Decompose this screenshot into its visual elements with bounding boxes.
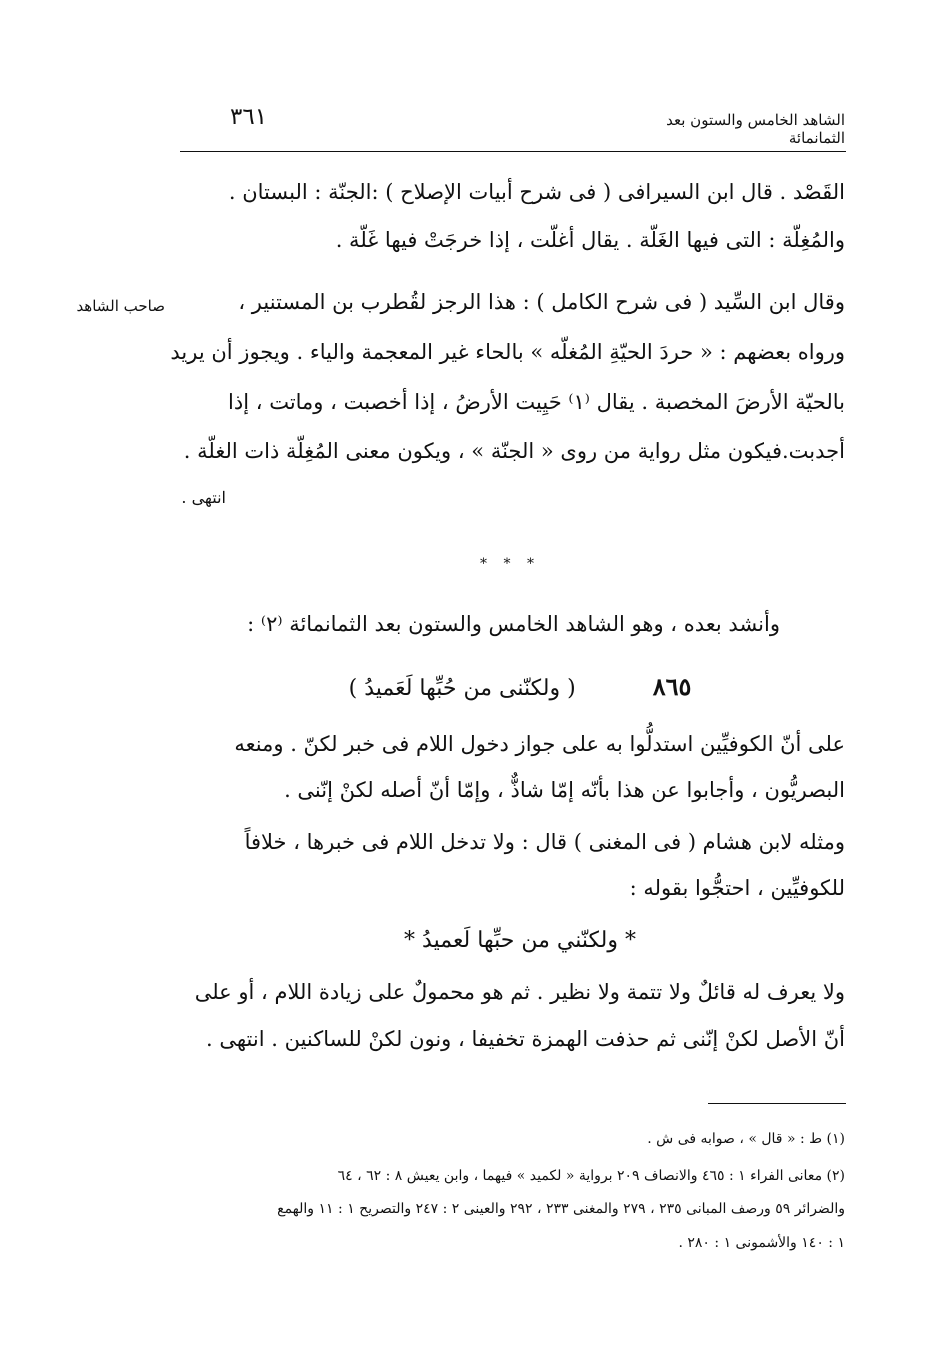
- text-line: أجدبت.فيكون مثل رواية من روى « الجنّة » ، ويكون معنى المُغِلّة ذات الغلّة .: [183, 439, 845, 463]
- running-header-title: الشاهد الخامس والستون بعد الثمانمائة: [666, 111, 845, 147]
- footnote-2-cont: ١ : ١٤٠ والأشمونى ١ : ٢٨٠ .: [678, 1235, 845, 1251]
- text-line: أنّ الأصل لكنْ إنّنى ثم حذفت الهمزة تخفيفا ، ونون لكنْ للساكنين . انتهى .: [206, 1027, 845, 1051]
- text-line: والمُغِلّة : التى فيها الغَلّة . يقال أغلّت ، إذا خرجَتْ فيها غَلّة .: [335, 228, 845, 252]
- text-line: ورواه بعضهم : « حردَ الحيّةِ المُغلّه » بالحاء غير المعجمة والياء . ويجوز أن يريد: [170, 340, 845, 364]
- footnote-1: (١) ط : « قال » ، صوابه فى ش .: [647, 1131, 845, 1147]
- header-rule: [180, 151, 846, 152]
- verse-line: [195, 672, 845, 701]
- verse-number: ٨٦٥: [652, 672, 692, 701]
- text-line: بالحيّة الأرضَ المخصبة . يقال ⁽١⁾ حَيِيت الأرضُ ، إذا أخصبت ، وماتت ، إذا: [228, 390, 845, 414]
- footnote-rule: [708, 1103, 846, 1104]
- text-line: للكوفيِّين ، احتجُّوا بقوله :: [629, 876, 845, 900]
- text-line: وقال ابن السِّيد ( فى شرح الكامل ) : هذا الرجز لقُطرب بن المستنير ،: [238, 290, 845, 314]
- text-line: على أنّ الكوفيِّين استدلُّوا به على جواز دخول اللام فى خبر لكنّ . ومنعه: [234, 732, 845, 756]
- text-line: ومثله لابن هشام ( فى المغنى ) قال : ولا تدخل اللام فى خبرها ، خلافاً: [244, 830, 845, 854]
- verse-text: ( ولكنّنى من حُبِّها لَعَميدُ ): [348, 676, 576, 701]
- section-separator: * * *: [480, 556, 540, 572]
- margin-note: صاحب الشاهد: [76, 297, 165, 315]
- page-number: ٣٦١: [230, 104, 268, 130]
- quoted-verse: * ولكنّني من حبِّها لَعميدُ *: [404, 928, 636, 953]
- text-line: ولا يعرف له قائلٌ ولا تتمة ولا نظير . ثم هو محمولٌ على زيادة اللام ، أو على: [194, 980, 845, 1004]
- footnote-2-cont: والضرائر ٥٩ ورصف المبانى ٢٣٥ ، ٢٧٩ والمغنى ٢٣٣ ، ٢٩٢ والعينى ٢ : ٢٤٧ والتصريح ١ : ١١ والهمع: [277, 1201, 845, 1217]
- intro-line: وأنشد بعده ، وهو الشاهد الخامس والستون بعد الثمانمائة ⁽٢⁾ :: [247, 612, 780, 636]
- text-line: البصريُّون ، وأجابوا عن هذا بأنّه إمّا شاذٌّ ، وإمّا أنّ أصله لكنْ إنّنى .: [284, 778, 845, 802]
- text-line: القَصْد . قال ابن السيرافى ( فى شرح أبيات الإصلاح ) :الجنّة : البستان .: [228, 180, 845, 204]
- footnote-2: (٢) معانى الفراء ١ : ٤٦٥ والانصاف ٢٠٩ برواية « لكميد » فيهما ، وابن يعيش ٨ : ٦٢ ، ٦٤: [337, 1168, 845, 1184]
- text-line-end: انتهى .: [181, 488, 226, 507]
